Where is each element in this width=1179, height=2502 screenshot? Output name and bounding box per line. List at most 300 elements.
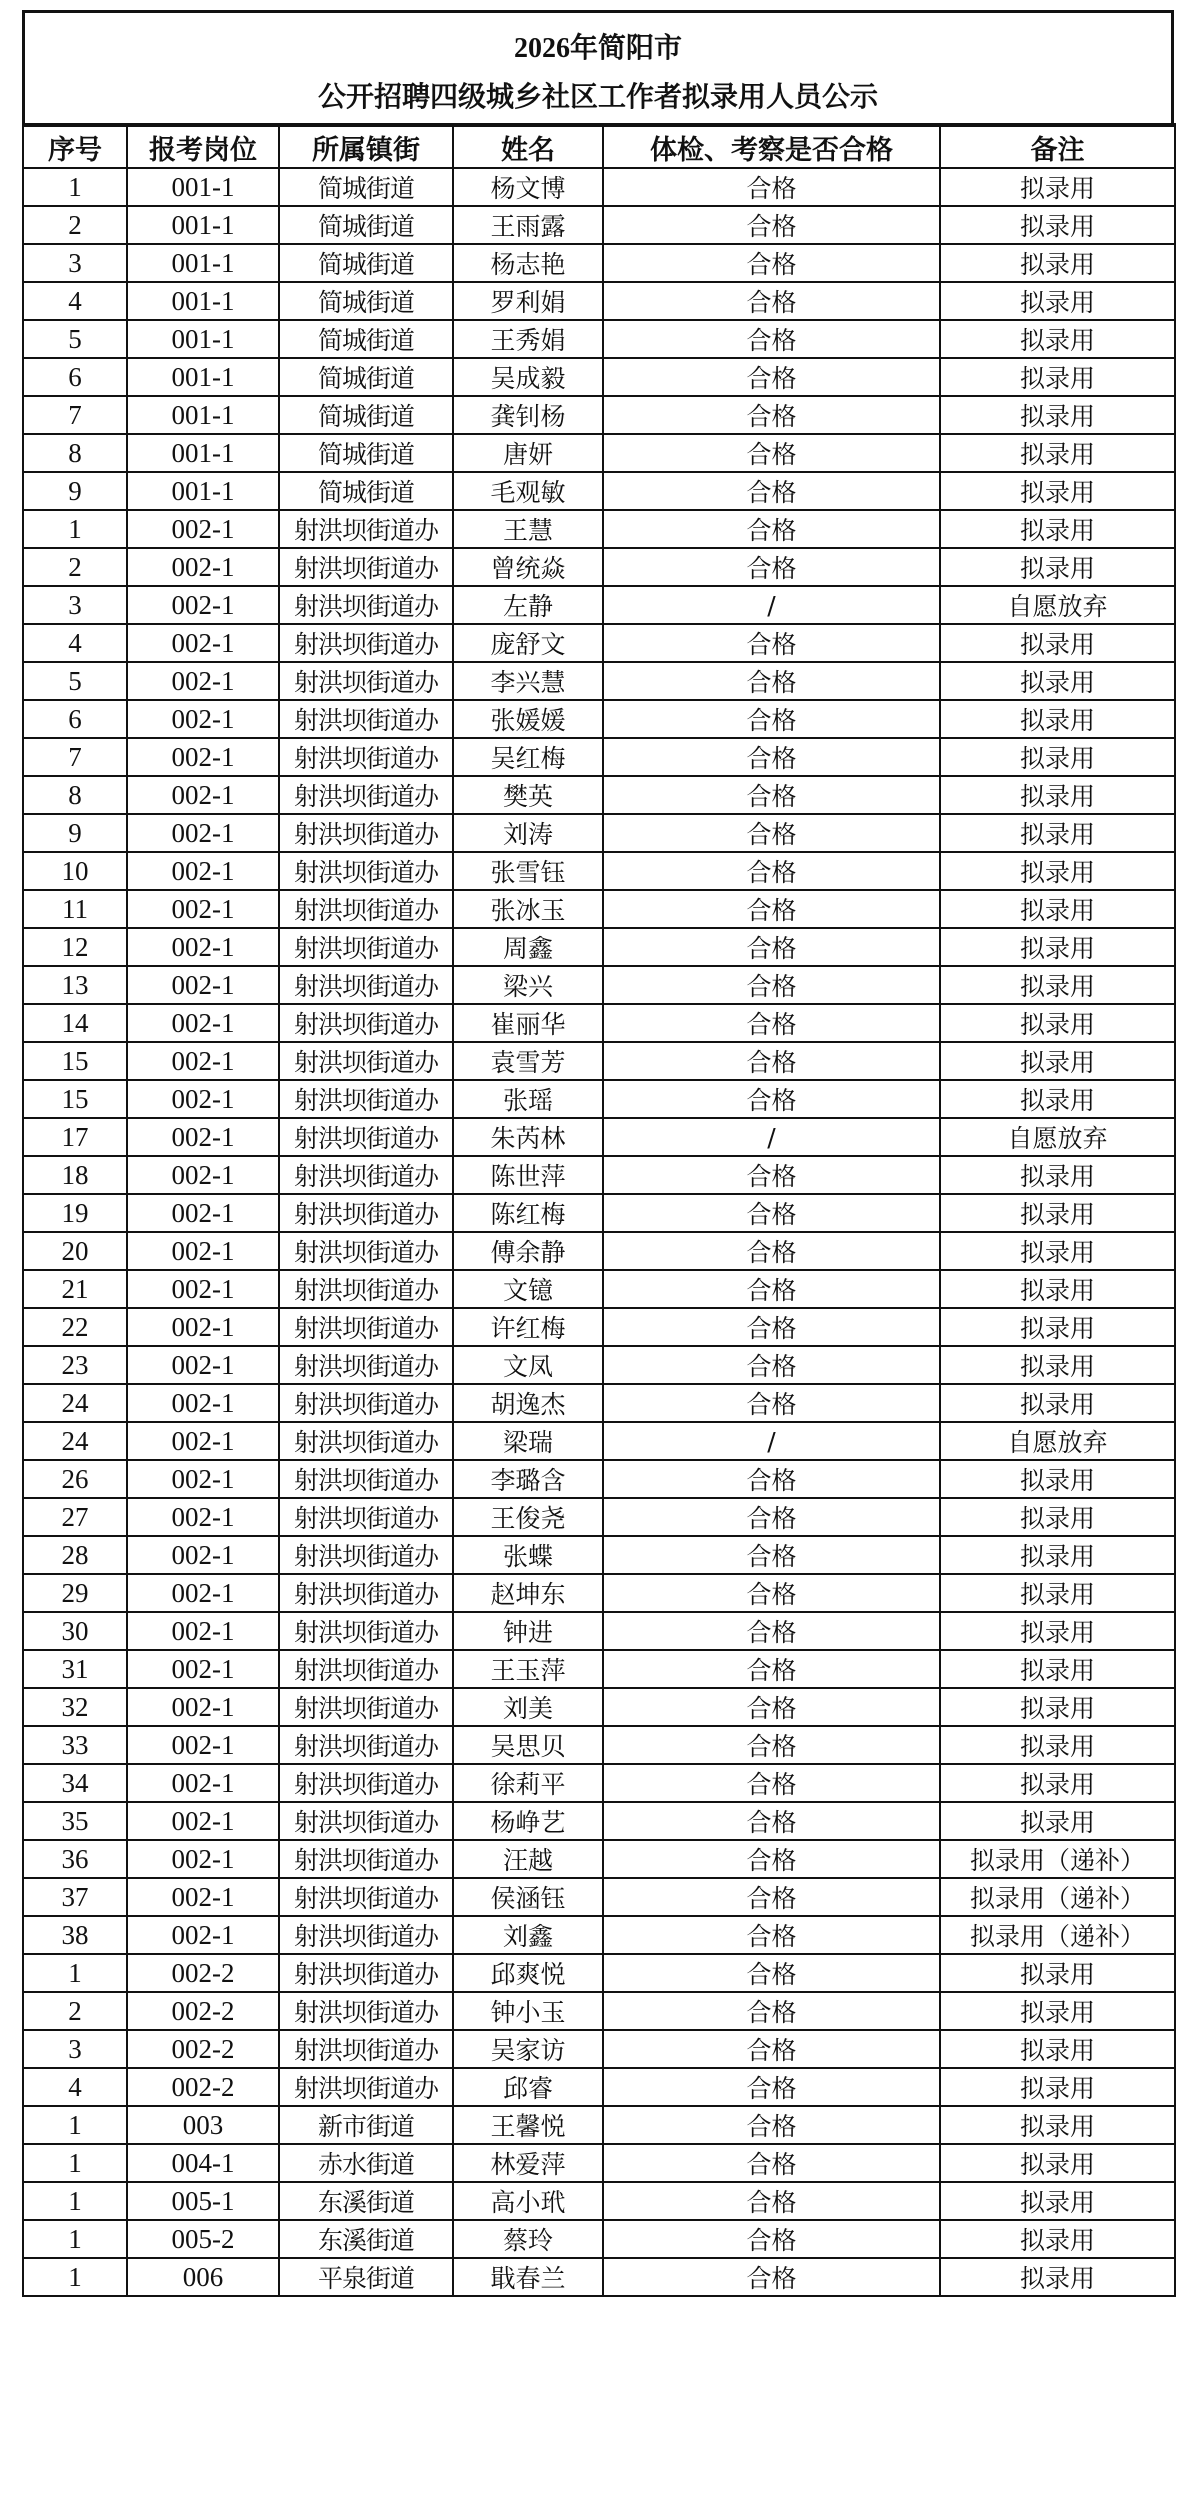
- cell-name: 李璐含: [453, 1460, 603, 1498]
- cell-position: 002-1: [127, 624, 279, 662]
- cell-position: 002-1: [127, 1156, 279, 1194]
- cell-qualified: 合格: [603, 1802, 940, 1840]
- cell-remark: 拟录用: [940, 1460, 1175, 1498]
- cell-remark: 拟录用: [940, 206, 1175, 244]
- cell-remark: 拟录用: [940, 1004, 1175, 1042]
- cell-name: 王秀娟: [453, 320, 603, 358]
- cell-name: 林爱萍: [453, 2144, 603, 2182]
- table-row: [23, 966, 1175, 1004]
- cell-position: 002-1: [127, 1498, 279, 1536]
- cell-index: 24: [23, 1422, 127, 1460]
- cell-qualified: 合格: [603, 472, 940, 510]
- cell-position: 001-1: [127, 434, 279, 472]
- cell-remark: 拟录用: [940, 1650, 1175, 1688]
- cell-qualified: 合格: [603, 624, 940, 662]
- cell-position: 002-1: [127, 890, 279, 928]
- cell-index: 1: [23, 2220, 127, 2258]
- cell-name: 毛观敏: [453, 472, 603, 510]
- cell-qualified: 合格: [603, 434, 940, 472]
- cell-remark: 拟录用（递补）: [940, 1840, 1175, 1878]
- table-row: [23, 1422, 1175, 1460]
- cell-name: 梁兴: [453, 966, 603, 1004]
- cell-street: 射洪坝街道办: [279, 1764, 453, 1802]
- cell-qualified: 合格: [603, 1232, 940, 1270]
- cell-qualified: 合格: [603, 1042, 940, 1080]
- cell-qualified: 合格: [603, 2144, 940, 2182]
- cell-remark: 拟录用: [940, 966, 1175, 1004]
- cell-remark: 拟录用: [940, 1080, 1175, 1118]
- cell-qualified: 合格: [603, 2258, 940, 2296]
- cell-qualified: 合格: [603, 662, 940, 700]
- cell-street: 射洪坝街道办: [279, 1270, 453, 1308]
- cell-index: 34: [23, 1764, 127, 1802]
- cell-position: 001-1: [127, 206, 279, 244]
- cell-index: 31: [23, 1650, 127, 1688]
- cell-qualified: 合格: [603, 1954, 940, 1992]
- cell-name: 吴家访: [453, 2030, 603, 2068]
- cell-remark: 拟录用: [940, 2068, 1175, 2106]
- cell-qualified: 合格: [603, 1840, 940, 1878]
- cell-index: 33: [23, 1726, 127, 1764]
- cell-position: 002-1: [127, 510, 279, 548]
- cell-position: 001-1: [127, 472, 279, 510]
- table-row: [23, 1004, 1175, 1042]
- cell-remark: 拟录用: [940, 700, 1175, 738]
- table-row: [23, 396, 1175, 434]
- cell-qualified: 合格: [603, 1612, 940, 1650]
- table-row: [23, 662, 1175, 700]
- cell-index: 29: [23, 1574, 127, 1612]
- cell-position: 002-1: [127, 586, 279, 624]
- cell-position: 002-1: [127, 814, 279, 852]
- table-row: [23, 1080, 1175, 1118]
- cell-remark: 拟录用: [940, 738, 1175, 776]
- cell-qualified: 合格: [603, 1688, 940, 1726]
- cell-remark: 拟录用: [940, 1954, 1175, 1992]
- cell-index: 21: [23, 1270, 127, 1308]
- table-row: [23, 1954, 1175, 1992]
- cell-remark: 拟录用: [940, 1764, 1175, 1802]
- table-row: [23, 244, 1175, 282]
- cell-qualified: 合格: [603, 1574, 940, 1612]
- cell-street: 射洪坝街道办: [279, 814, 453, 852]
- title-line-1: [25, 13, 1171, 64]
- cell-name: 王慧: [453, 510, 603, 548]
- cell-index: 8: [23, 434, 127, 472]
- cell-position: 002-1: [127, 1574, 279, 1612]
- table-row: [23, 1118, 1175, 1156]
- cell-remark: 拟录用: [940, 2220, 1175, 2258]
- cell-remark: 拟录用: [940, 776, 1175, 814]
- cell-street: 射洪坝街道办: [279, 1878, 453, 1916]
- table-row: [23, 738, 1175, 776]
- cell-remark: 拟录用: [940, 1612, 1175, 1650]
- cell-name: 文凤: [453, 1346, 603, 1384]
- cell-position: 002-1: [127, 548, 279, 586]
- cell-remark: 自愿放弃: [940, 1118, 1175, 1156]
- cell-name: 左静: [453, 586, 603, 624]
- table-row: [23, 1156, 1175, 1194]
- cell-remark: 拟录用: [940, 1992, 1175, 2030]
- cell-qualified: 合格: [603, 1498, 940, 1536]
- table-row: [23, 510, 1175, 548]
- cell-index: 3: [23, 2030, 127, 2068]
- table-row: [23, 1498, 1175, 1536]
- cell-position: 002-1: [127, 1346, 279, 1384]
- cell-name: 王玉萍: [453, 1650, 603, 1688]
- cell-name: 张媛媛: [453, 700, 603, 738]
- cell-street: 射洪坝街道办: [279, 1498, 453, 1536]
- cell-index: 38: [23, 1916, 127, 1954]
- cell-street: 射洪坝街道办: [279, 2068, 453, 2106]
- cell-remark: 拟录用: [940, 548, 1175, 586]
- cell-remark: 拟录用: [940, 2030, 1175, 2068]
- table-row: [23, 1916, 1175, 1954]
- cell-street: 简城街道: [279, 434, 453, 472]
- cell-street: 射洪坝街道办: [279, 1954, 453, 1992]
- cell-position: 002-1: [127, 928, 279, 966]
- cell-street: 射洪坝街道办: [279, 852, 453, 890]
- cell-remark: 拟录用: [940, 434, 1175, 472]
- table-row: [23, 2144, 1175, 2182]
- cell-remark: 拟录用: [940, 358, 1175, 396]
- cell-index: 3: [23, 586, 127, 624]
- cell-qualified: 合格: [603, 1270, 940, 1308]
- cell-name: 庞舒文: [453, 624, 603, 662]
- cell-qualified: /: [603, 586, 940, 624]
- cell-name: 周鑫: [453, 928, 603, 966]
- cell-qualified: 合格: [603, 282, 940, 320]
- cell-remark: 拟录用: [940, 662, 1175, 700]
- cell-qualified: 合格: [603, 2030, 940, 2068]
- cell-index: 2: [23, 1992, 127, 2030]
- cell-street: 射洪坝街道办: [279, 1384, 453, 1422]
- table-row: [23, 1726, 1175, 1764]
- cell-qualified: 合格: [603, 1308, 940, 1346]
- cell-index: 17: [23, 1118, 127, 1156]
- table-row: [23, 472, 1175, 510]
- cell-qualified: 合格: [603, 1460, 940, 1498]
- cell-index: 3: [23, 244, 127, 282]
- cell-index: 13: [23, 966, 127, 1004]
- cell-name: 樊英: [453, 776, 603, 814]
- cell-remark: 拟录用: [940, 1536, 1175, 1574]
- cell-position: 004-1: [127, 2144, 279, 2182]
- cell-remark: 拟录用: [940, 1232, 1175, 1270]
- cell-qualified: 合格: [603, 244, 940, 282]
- cell-street: 简城街道: [279, 320, 453, 358]
- cell-qualified: 合格: [603, 548, 940, 586]
- cell-index: 37: [23, 1878, 127, 1916]
- cell-remark: 拟录用: [940, 1688, 1175, 1726]
- cell-street: 射洪坝街道办: [279, 1156, 453, 1194]
- cell-position: 002-1: [127, 1802, 279, 1840]
- cell-index: 1: [23, 2258, 127, 2296]
- cell-position: 002-1: [127, 662, 279, 700]
- cell-position: 001-1: [127, 396, 279, 434]
- cell-remark: 拟录用: [940, 1346, 1175, 1384]
- table-row: [23, 1042, 1175, 1080]
- cell-qualified: 合格: [603, 358, 940, 396]
- cell-position: 002-1: [127, 1194, 279, 1232]
- cell-street: 东溪街道: [279, 2182, 453, 2220]
- cell-street: 新市街道: [279, 2106, 453, 2144]
- cell-street: 射洪坝街道办: [279, 1802, 453, 1840]
- table-row: [23, 2258, 1175, 2296]
- cell-name: 刘涛: [453, 814, 603, 852]
- cell-name: 梁瑞: [453, 1422, 603, 1460]
- table-row: [23, 1384, 1175, 1422]
- title-line-2: 公开招聘四级城乡社区工作者拟录用人员公示: [317, 80, 878, 113]
- cell-remark: 拟录用: [940, 1156, 1175, 1194]
- cell-qualified: 合格: [603, 700, 940, 738]
- cell-index: 8: [23, 776, 127, 814]
- table-row: [23, 1878, 1175, 1916]
- cell-street: 简城街道: [279, 358, 453, 396]
- cell-position: 002-1: [127, 852, 279, 890]
- cell-remark: 拟录用: [940, 1384, 1175, 1422]
- cell-index: 28: [23, 1536, 127, 1574]
- table-row: [23, 1308, 1175, 1346]
- cell-index: 20: [23, 1232, 127, 1270]
- cell-index: 5: [23, 320, 127, 358]
- cell-index: 5: [23, 662, 127, 700]
- cell-remark: 拟录用: [940, 890, 1175, 928]
- cell-position: 006: [127, 2258, 279, 2296]
- cell-position: 002-1: [127, 966, 279, 1004]
- cell-street: 射洪坝街道办: [279, 510, 453, 548]
- cell-qualified: 合格: [603, 2220, 940, 2258]
- cell-qualified: 合格: [603, 852, 940, 890]
- cell-street: 射洪坝街道办: [279, 1574, 453, 1612]
- cell-index: 4: [23, 2068, 127, 2106]
- cell-qualified: 合格: [603, 966, 940, 1004]
- table-row: [23, 548, 1175, 586]
- cell-remark: 拟录用: [940, 1498, 1175, 1536]
- table-row: [23, 282, 1175, 320]
- cell-qualified: 合格: [603, 928, 940, 966]
- cell-qualified: 合格: [603, 1916, 940, 1954]
- cell-street: 射洪坝街道办: [279, 1308, 453, 1346]
- cell-qualified: 合格: [603, 396, 940, 434]
- cell-name: 曾统焱: [453, 548, 603, 586]
- cell-remark: 自愿放弃: [940, 586, 1175, 624]
- cell-street: 简城街道: [279, 282, 453, 320]
- cell-index: 6: [23, 700, 127, 738]
- header-name: 姓名: [453, 125, 603, 168]
- cell-position: 001-1: [127, 168, 279, 206]
- cell-qualified: 合格: [603, 1536, 940, 1574]
- cell-street: 射洪坝街道办: [279, 890, 453, 928]
- cell-qualified: 合格: [603, 1080, 940, 1118]
- cell-name: 陈红梅: [453, 1194, 603, 1232]
- cell-position: 002-1: [127, 738, 279, 776]
- cell-street: 射洪坝街道办: [279, 548, 453, 586]
- cell-name: 杨文博: [453, 168, 603, 206]
- cell-index: 10: [23, 852, 127, 890]
- table-row: [23, 2030, 1175, 2068]
- cell-remark: 拟录用: [940, 1194, 1175, 1232]
- cell-street: 射洪坝街道办: [279, 1232, 453, 1270]
- cell-index: 19: [23, 1194, 127, 1232]
- cell-name: 侯涵钰: [453, 1878, 603, 1916]
- cell-name: 傅余静: [453, 1232, 603, 1270]
- cell-remark: 拟录用: [940, 852, 1175, 890]
- cell-index: 24: [23, 1384, 127, 1422]
- cell-name: 邱睿: [453, 2068, 603, 2106]
- cell-name: 高小玳: [453, 2182, 603, 2220]
- cell-name: 邱爽悦: [453, 1954, 603, 1992]
- cell-index: 14: [23, 1004, 127, 1042]
- cell-qualified: 合格: [603, 1878, 940, 1916]
- cell-name: 文镱: [453, 1270, 603, 1308]
- candidate-table: [22, 123, 1176, 2297]
- cell-index: 18: [23, 1156, 127, 1194]
- cell-position: 002-1: [127, 1080, 279, 1118]
- cell-qualified: 合格: [603, 776, 940, 814]
- cell-qualified: 合格: [603, 738, 940, 776]
- cell-qualified: 合格: [603, 2106, 940, 2144]
- cell-qualified: 合格: [603, 510, 940, 548]
- cell-street: 射洪坝街道办: [279, 624, 453, 662]
- table-row: [23, 776, 1175, 814]
- cell-street: 射洪坝街道办: [279, 1726, 453, 1764]
- cell-street: 射洪坝街道办: [279, 1118, 453, 1156]
- table-row: [23, 320, 1175, 358]
- cell-position: 002-2: [127, 2030, 279, 2068]
- table-row: [23, 1802, 1175, 1840]
- cell-street: 射洪坝街道办: [279, 1840, 453, 1878]
- cell-qualified: 合格: [603, 1004, 940, 1042]
- cell-index: 12: [23, 928, 127, 966]
- cell-position: 002-1: [127, 1308, 279, 1346]
- cell-name: 汪越: [453, 1840, 603, 1878]
- cell-index: 1: [23, 2144, 127, 2182]
- table-row: [23, 1612, 1175, 1650]
- table-header-row: [23, 125, 1175, 168]
- table-row: [23, 1232, 1175, 1270]
- cell-qualified: 合格: [603, 2068, 940, 2106]
- cell-street: 射洪坝街道办: [279, 1194, 453, 1232]
- cell-street: 射洪坝街道办: [279, 1080, 453, 1118]
- table-row: [23, 1536, 1175, 1574]
- cell-remark: 拟录用: [940, 244, 1175, 282]
- cell-name: 杨峥艺: [453, 1802, 603, 1840]
- cell-position: 002-1: [127, 1726, 279, 1764]
- cell-street: 射洪坝街道办: [279, 738, 453, 776]
- table-row: [23, 890, 1175, 928]
- table-row: [23, 358, 1175, 396]
- cell-street: 射洪坝街道办: [279, 662, 453, 700]
- cell-name: 张蝶: [453, 1536, 603, 1574]
- table-row: [23, 814, 1175, 852]
- cell-name: 王雨露: [453, 206, 603, 244]
- cell-position: 002-1: [127, 1840, 279, 1878]
- cell-remark: 拟录用: [940, 320, 1175, 358]
- cell-street: 射洪坝街道办: [279, 1042, 453, 1080]
- cell-name: 唐妍: [453, 434, 603, 472]
- cell-position: 002-2: [127, 1954, 279, 1992]
- cell-remark: 拟录用: [940, 1308, 1175, 1346]
- cell-name: 蔡玲: [453, 2220, 603, 2258]
- table-row: [23, 1346, 1175, 1384]
- cell-name: 王馨悦: [453, 2106, 603, 2144]
- cell-name: 袁雪芳: [453, 1042, 603, 1080]
- cell-qualified: 合格: [603, 1346, 940, 1384]
- cell-position: 002-1: [127, 1232, 279, 1270]
- cell-remark: 拟录用: [940, 1270, 1175, 1308]
- cell-position: 003: [127, 2106, 279, 2144]
- cell-qualified: 合格: [603, 1156, 940, 1194]
- cell-index: 4: [23, 282, 127, 320]
- cell-street: 简城街道: [279, 206, 453, 244]
- notice-document: [22, 10, 1174, 2297]
- header-position: 报考岗位: [127, 125, 279, 168]
- table-row: [23, 434, 1175, 472]
- cell-street: 射洪坝街道办: [279, 776, 453, 814]
- table-row: [23, 700, 1175, 738]
- cell-street: 射洪坝街道办: [279, 700, 453, 738]
- table-row: [23, 1270, 1175, 1308]
- cell-street: 射洪坝街道办: [279, 1992, 453, 2030]
- cell-street: 射洪坝街道办: [279, 1650, 453, 1688]
- cell-remark: 拟录用: [940, 1042, 1175, 1080]
- cell-street: 简城街道: [279, 244, 453, 282]
- cell-remark: 拟录用: [940, 624, 1175, 662]
- cell-qualified: 合格: [603, 206, 940, 244]
- cell-street: 简城街道: [279, 396, 453, 434]
- cell-index: 7: [23, 396, 127, 434]
- cell-remark: 拟录用（递补）: [940, 1878, 1175, 1916]
- cell-index: 9: [23, 814, 127, 852]
- cell-index: 9: [23, 472, 127, 510]
- table-body: [23, 168, 1175, 2296]
- cell-position: 001-1: [127, 282, 279, 320]
- table-row: [23, 586, 1175, 624]
- cell-remark: 拟录用: [940, 1802, 1175, 1840]
- cell-street: 射洪坝街道办: [279, 1346, 453, 1384]
- cell-position: 002-1: [127, 1878, 279, 1916]
- cell-remark: 拟录用: [940, 1574, 1175, 1612]
- cell-index: 15: [23, 1080, 127, 1118]
- cell-street: 射洪坝街道办: [279, 1536, 453, 1574]
- table-row: [23, 1650, 1175, 1688]
- table-row: [23, 2106, 1175, 2144]
- title-city: 年简阳市: [569, 31, 682, 64]
- cell-index: 35: [23, 1802, 127, 1840]
- cell-name: 胡逸杰: [453, 1384, 603, 1422]
- cell-remark: 拟录用: [940, 2182, 1175, 2220]
- cell-remark: 拟录用: [940, 2106, 1175, 2144]
- cell-name: 崔丽华: [453, 1004, 603, 1042]
- cell-remark: 拟录用: [940, 2258, 1175, 2296]
- cell-name: 刘美: [453, 1688, 603, 1726]
- cell-index: 11: [23, 890, 127, 928]
- cell-street: 射洪坝街道办: [279, 2030, 453, 2068]
- table-row: [23, 1840, 1175, 1878]
- cell-street: 射洪坝街道办: [279, 1460, 453, 1498]
- cell-qualified: 合格: [603, 1726, 940, 1764]
- table-row: [23, 1992, 1175, 2030]
- cell-name: 戢春兰: [453, 2258, 603, 2296]
- cell-qualified: 合格: [603, 1194, 940, 1232]
- cell-name: 徐莉平: [453, 1764, 603, 1802]
- table-row: [23, 2182, 1175, 2220]
- cell-name: 张瑶: [453, 1080, 603, 1118]
- cell-index: 23: [23, 1346, 127, 1384]
- cell-position: 002-1: [127, 1422, 279, 1460]
- table-row: [23, 1460, 1175, 1498]
